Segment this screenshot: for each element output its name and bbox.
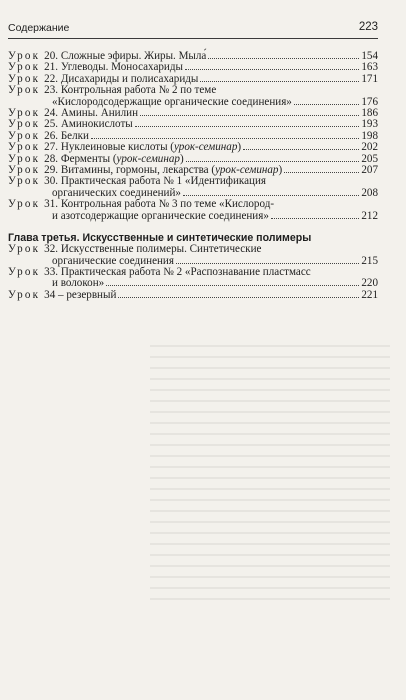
lesson-page-number: 186 — [361, 107, 378, 120]
lesson-page-number: 220 — [361, 277, 378, 290]
lesson-page-number: 205 — [361, 152, 378, 165]
lesson-title: и азотсодержащие органические соединения» — [52, 209, 269, 222]
dot-leader — [176, 263, 359, 264]
toc-entry-line — [8, 278, 378, 289]
lesson-title: 24. Амины. Анилин — [44, 107, 139, 120]
lesson-page-number: 212 — [361, 209, 378, 222]
toc-entry-line — [8, 244, 378, 255]
lesson-word: Урок — [8, 129, 41, 142]
dot-leader — [140, 115, 359, 116]
toc-entry-line — [8, 142, 378, 153]
bleed-through-texture — [150, 345, 390, 675]
toc-entry — [8, 176, 378, 199]
lesson-word: Урок — [8, 175, 41, 188]
lesson-word: Урок — [8, 61, 41, 74]
toc-entry — [8, 267, 378, 290]
toc-entry — [8, 290, 378, 301]
dot-leader — [106, 285, 359, 286]
toc-entry — [8, 199, 378, 222]
toc-entry-line — [8, 290, 378, 301]
running-header — [8, 22, 378, 39]
toc-entry — [8, 142, 378, 153]
lesson-word: Урок — [8, 164, 41, 177]
lesson-page-number: 193 — [361, 118, 378, 131]
dot-leader — [294, 104, 360, 105]
toc-entry — [8, 244, 378, 267]
lesson-page-number: 163 — [361, 61, 378, 74]
toc-entry-line — [8, 85, 378, 96]
lesson-word: Урок — [8, 50, 41, 62]
dot-leader — [185, 69, 359, 70]
lesson-word: Урок — [8, 107, 41, 120]
lesson-word: Урок — [8, 84, 41, 97]
chapter-heading: Глава третья. Искусственные и синтетические полимеры — [8, 232, 312, 245]
toc-entries — [8, 51, 378, 222]
lesson-word: Урок — [8, 243, 41, 256]
lesson-title: 34 – резервный — [44, 288, 117, 301]
lesson-title: 30. Практическая работа № 1 «Идентификация — [44, 175, 267, 188]
lesson-title: 29. Витамины, гормоны, лекарства (урок-семинар) — [44, 164, 283, 177]
lesson-title: органических соединений» — [52, 186, 181, 199]
lesson-page-number: 202 — [361, 141, 378, 154]
dot-leader — [118, 297, 359, 298]
lesson-word: Урок — [8, 118, 41, 131]
header-title: Содержание — [8, 22, 70, 34]
lesson-page-number: 221 — [361, 288, 378, 301]
lesson-title: 32. Искусственные полимеры. Синтетические — [44, 243, 262, 256]
chapter-entries — [8, 244, 378, 301]
lesson-word: Урок — [8, 265, 41, 278]
lesson-page-number: 215 — [361, 254, 378, 267]
lesson-title: 23. Контрольная работа № 2 по теме — [44, 84, 217, 97]
dot-leader — [186, 161, 360, 162]
lesson-word: Урок — [8, 72, 41, 85]
dot-leader — [284, 172, 359, 173]
dot-leader — [200, 81, 359, 82]
lesson-page-number: 207 — [361, 164, 378, 177]
lesson-page-number: 154 — [361, 50, 378, 62]
lesson-title: 20. Сложные эфиры. Жиры. Мыла́ — [44, 50, 207, 62]
dot-leader — [183, 195, 359, 196]
lesson-title: 26. Белки — [44, 129, 89, 142]
toc-entry-line — [8, 199, 378, 210]
toc-entry — [8, 85, 378, 108]
dot-leader — [91, 138, 359, 139]
table-of-contents — [8, 51, 378, 301]
lesson-word: Урок — [8, 288, 41, 301]
dot-leader — [208, 58, 359, 59]
dot-leader — [135, 126, 360, 127]
dot-leader — [243, 149, 359, 150]
lesson-page-number: 208 — [361, 186, 378, 199]
lesson-title: 28. Ферменты (урок-семинар) — [44, 152, 184, 165]
lesson-title: 33. Практическая работа № 2 «Распознавание пластмасс — [44, 265, 311, 278]
lesson-word: Урок — [8, 152, 41, 165]
dot-leader — [271, 218, 359, 219]
lesson-word: Урок — [8, 198, 41, 211]
lesson-page-number: 176 — [361, 95, 378, 108]
lesson-title: «Кислородсодержащие органические соединения» — [52, 95, 292, 108]
toc-entry-line — [8, 211, 378, 222]
page-number: 223 — [358, 21, 378, 33]
lesson-title: 27. Нуклеиновые кислоты (урок-семинар) — [44, 141, 242, 154]
lesson-page-number: 171 — [361, 72, 378, 85]
lesson-title: 31. Контрольная работа № 3 по теме «Кислород- — [44, 198, 275, 211]
lesson-title: 22. Дисахариды и полисахариды — [44, 72, 199, 85]
lesson-title: 21. Углеводы. Моносахариды — [44, 61, 183, 74]
lesson-word: Урок — [8, 141, 41, 154]
lesson-page-number: 198 — [361, 129, 378, 142]
lesson-title: органические соединения — [52, 254, 174, 267]
lesson-title: и волокон» — [52, 277, 105, 290]
lesson-title: 25. Аминокислоты — [44, 118, 133, 131]
